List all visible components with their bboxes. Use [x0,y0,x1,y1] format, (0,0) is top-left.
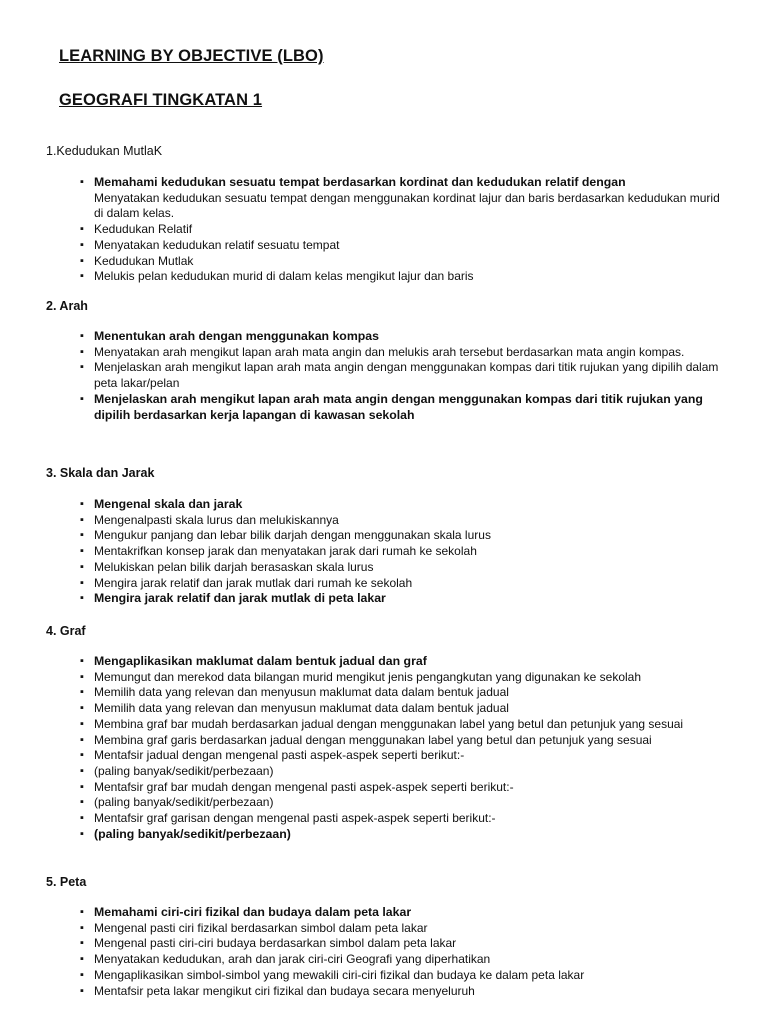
list-item: ▪ Membina graf garis berdasarkan jadual dengan menggunakan label yang betul dan petunjuk yang sesuai [80,733,720,749]
list-item: ▪ Mengira jarak relatif dan jarak mutlak dari rumah ke sekolah [80,576,720,592]
list-item: ▪ Melukiskan pelan bilik darjah berasaskan skala lurus [80,560,720,576]
list-item: ▪ Mentakrifkan konsep jarak dan menyatakan jarak dari rumah ke sekolah [80,544,720,560]
list-item: ▪ Menyatakan kedudukan, arah dan jarak ciri-ciri Geografi yang diperhatikan [80,952,720,968]
list-item: ▪ Kedudukan Relatif [80,222,720,238]
section-arah [46,298,726,314]
section-heading: 4. Graf [46,624,86,638]
document-subtitle: GEOGRAFI TINGKATAN 1 [59,91,263,109]
list-item: ▪ Kedudukan Mutlak [80,254,720,270]
list-item: ▪ Mengenal pasti ciri-ciri budaya berdasarkan simbol dalam peta lakar [80,936,720,952]
section-kedudukan [46,143,726,159]
list-item: ▪ Mentafsir graf garisan dengan mengenal pasti aspek-aspek seperti berikut:- [80,811,720,827]
section-heading: 3. Skala dan Jarak [46,466,155,480]
list-item: ▪ (paling banyak/sedikit/perbezaan) [80,764,720,780]
section-graf [46,623,726,639]
section-list [80,497,720,607]
section-list [80,905,720,999]
section-peta [46,874,726,890]
list-item: ▪ Menyatakan kedudukan relatif sesuatu tempat [80,238,720,254]
list-item: ▪ Mentafsir jadual dengan mengenal pasti aspek-aspek seperti berikut:- [80,748,720,764]
list-item: ▪ Memungut dan merekod data bilangan murid mengikut jenis pengangkutan yang digunakan ke sekolah [80,670,720,686]
list-item-continuation: Menyatakan kedudukan sesuatu tempat dengan menggunakan kordinat lajur dan baris berdasarkan kedudukan murid di dalam kelas. [94,190,720,221]
list-item: ▪ Mengenalpasti skala lurus dan melukiskannya [80,513,720,529]
list-item: ▪ Menjelaskan arah mengikut lapan arah mata angin dengan menggunakan kompas dari titik rujukan yang dipilih berdasarkan kerja lapangan di kawasan sekolah [80,392,720,423]
list-item: ▪ Mentafsir peta lakar mengikut ciri fizikal dan budaya secara menyeluruh [80,984,720,1000]
list-item: ▪ Melukis pelan kedudukan murid di dalam kelas mengikut lajur dan baris [80,269,720,285]
document-title: LEARNING BY OBJECTIVE (LBO) [59,47,324,65]
section-list [80,175,720,285]
list-item: ▪ (paling banyak/sedikit/perbezaan) [80,795,720,811]
list-item: ▪ Memahami kedudukan sesuatu tempat berdasarkan kordinat dan kedudukan relatif dengan Menyatakan kedudukan sesuatu tempat dengan menggunakan kordinat lajur dan baris berdasarkan kedudukan murid di dalam kelas. [80,175,720,222]
section-skala-jarak [46,465,726,481]
list-item: ▪ Mengenal skala dan jarak [80,497,720,513]
list-item: ▪ Mengaplikasikan maklumat dalam bentuk jadual dan graf [80,654,720,670]
section-heading: 1.Kedudukan MutlaK [46,144,163,158]
list-item: ▪ Menentukan arah dengan menggunakan kompas [80,329,720,345]
list-item: ▪ Mengukur panjang dan lebar bilik darjah dengan menggunakan skala lurus [80,528,720,544]
section-list [80,654,720,842]
list-item: ▪ Memahami ciri-ciri fizikal dan budaya dalam peta lakar [80,905,720,921]
list-item: ▪ (paling banyak/sedikit/perbezaan) [80,827,720,843]
section-list [80,329,720,423]
section-heading: 5. Peta [46,875,87,889]
section-heading: 2. Arah [46,299,88,313]
list-item: ▪ Mengenal pasti ciri fizikal berdasarkan simbol dalam peta lakar [80,921,720,937]
list-item: ▪ Membina graf bar mudah berdasarkan jadual dengan menggunakan label yang betul dan petunjuk yang sesuai [80,717,720,733]
list-item: ▪ Mengaplikasikan simbol-simbol yang mewakili ciri-ciri fizikal dan budaya ke dalam peta lakar [80,968,720,984]
list-item: ▪ Mentafsir graf bar mudah dengan mengenal pasti aspek-aspek seperti berikut:- [80,780,720,796]
list-item: ▪ Menyatakan arah mengikut lapan arah mata angin dan melukis arah tersebut berdasarkan mata angin kompas. [80,345,720,361]
list-item: ▪ Mengira jarak relatif dan jarak mutlak di peta lakar [80,591,720,607]
list-item: ▪ Menjelaskan arah mengikut lapan arah mata angin dengan menggunakan kompas dari titik rujukan yang dipilih dalam peta lakar/pelan [80,360,720,391]
list-item: ▪ Memilih data yang relevan dan menyusun maklumat data dalam bentuk jadual [80,701,720,717]
list-item: ▪ Memilih data yang relevan dan menyusun maklumat data dalam bentuk jadual [80,685,720,701]
